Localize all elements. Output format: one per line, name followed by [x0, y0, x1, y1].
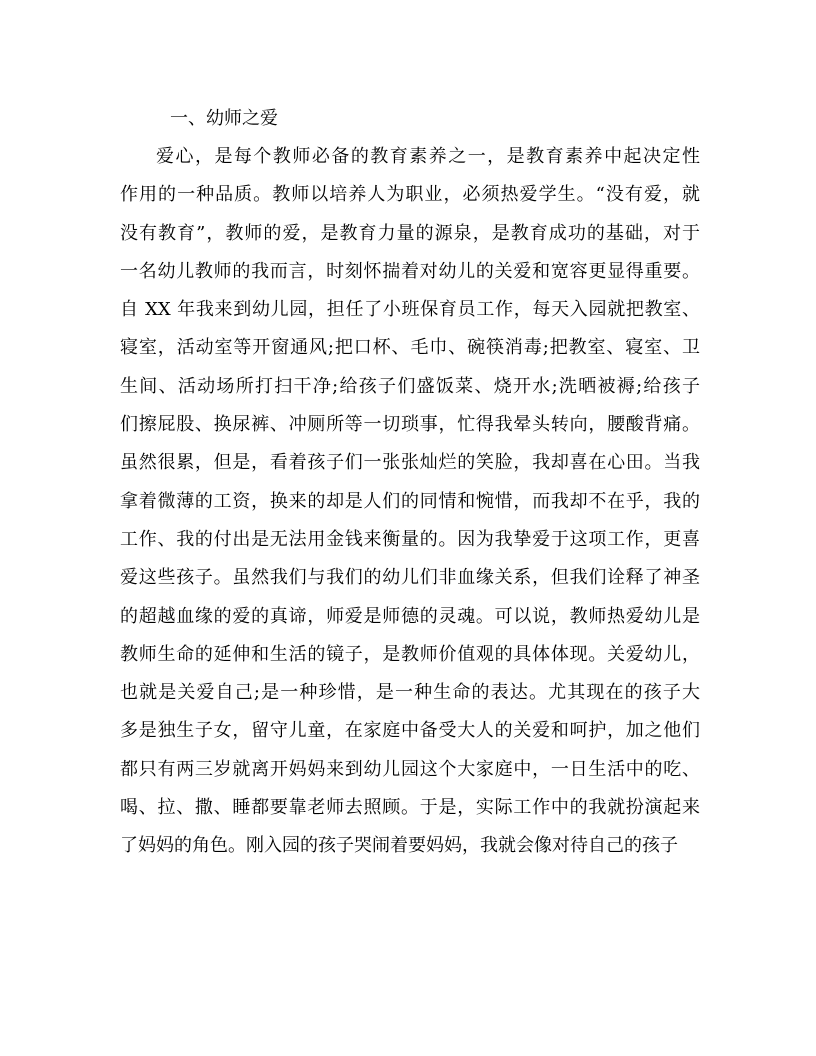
- paragraph-line: 爱心，是每个教师必备的教育素养之一，是教育素养中起决定性: [156, 146, 700, 167]
- paragraph-line: 寝室，活动室等开窗通风;把口杯、毛巾、碗筷消毒;把教室、寝室、卫: [120, 337, 700, 359]
- paragraph-line: 作用的一种品质。教师以培养人为职业，必须热爱学生。“没有爱，就: [120, 184, 700, 206]
- paragraph-line: 生间、活动场所打扫干净;给孩子们盛饭菜、烧开水;洗晒被褥;给孩子: [120, 375, 700, 397]
- paragraph-line: 拿着微薄的工资，换来的却是人们的同情和惋惜，而我却不在乎，我的: [120, 490, 700, 512]
- paragraph-line: 都只有两三岁就离开妈妈来到幼儿园这个大家庭中，一日生活中的吃、: [120, 758, 700, 780]
- paragraph-line: 爱这些孩子。虽然我们与我们的幼儿们非血缘关系，但我们诠释了神圣: [120, 567, 700, 589]
- paragraph-line: 了妈妈的角色。刚入园的孩子哭闹着要妈妈，我就会像对待自己的孩子: [120, 835, 678, 857]
- paragraph-line: 自 XX 年我来到幼儿园，担任了小班保育员工作，每天入园就把教室、: [120, 299, 700, 321]
- paragraph-line: 也就是关爱自己;是一种珍惜，是一种生命的表达。尤其现在的孩子大: [120, 682, 700, 704]
- section-heading: 一、幼师之爱: [170, 108, 278, 129]
- document-body: [120, 100, 700, 866]
- paragraph-line: 的超越血缘的爱的真谛，师爱是师德的灵魂。可以说，教师热爱幼儿是: [120, 605, 700, 627]
- paragraph-line: 没有教育”，教师的爱，是教育力量的源泉，是教育成功的基础，对于: [120, 222, 700, 244]
- paragraph-line: 工作、我的付出是无法用金钱来衡量的。因为我挚爱于这项工作，更喜: [120, 528, 700, 550]
- paragraph-line: 教师生命的延伸和生活的镜子，是教师价值观的具体体现。关爱幼儿，: [120, 643, 700, 665]
- paragraph-line: 们擦屁股、换尿裤、冲厕所等一切琐事，忙得我晕头转向，腰酸背痛。: [120, 414, 700, 436]
- paragraph-line: 多是独生子女，留守儿童，在家庭中备受大人的关爱和呵护，加之他们: [120, 720, 700, 742]
- paragraph-line: 一名幼儿教师的我而言，时刻怀揣着对幼儿的关爱和宽容更显得重要。: [120, 260, 700, 282]
- paragraph-line: 虽然很累，但是，看着孩子们一张张灿烂的笑脸，我却喜在心田。当我: [120, 452, 700, 474]
- paragraph-line: 喝、拉、撒、睡都要靠老师去照顾。于是，实际工作中的我就扮演起来: [120, 797, 700, 819]
